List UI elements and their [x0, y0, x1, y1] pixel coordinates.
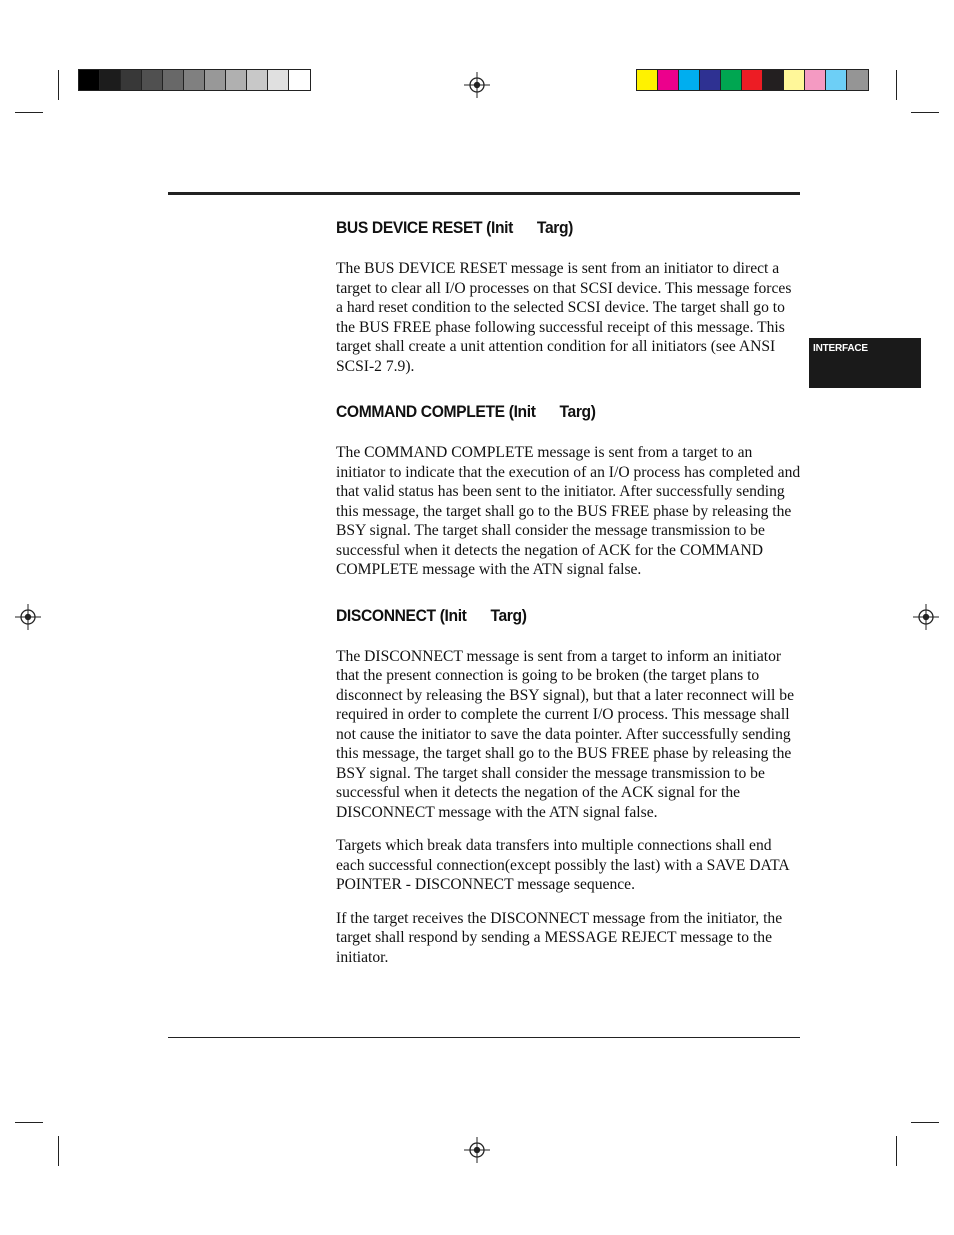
paragraph: The BUS DEVICE RESET message is sent from an initiator to direct a target to clear all I/O processes on that SCSI device. This message forces a hard reset condition to the selected SCSI device. The target shall go to the BUS FREE phase following successful receipt of this message. This target shall create a unit attention condition for all initiators (see ANSI SCSI-2 7.9). — [336, 260, 792, 375]
crop-mark — [15, 1122, 43, 1123]
page-content — [336, 218, 802, 993]
section-disconnect — [336, 606, 802, 968]
section-heading — [336, 606, 765, 626]
color-swatch — [742, 70, 763, 90]
paragraph: The DISCONNECT message is sent from a target to inform an initiator that the present connection is going to be broken (the target plans to disconnect by releasing the BSY signal), but that a later reconnect will be required in order to complete the current I/O process. This message shall not cause the initiator to save the data pointer. After successfully sending this message, the target shall go to the BUS FREE phase by releasing the BSY signal. The target shall consider the message transmission to be successful when it detects the negation of the ACK signal for the DISCONNECT message with the ATN signal false. — [336, 647, 794, 821]
color-swatch — [142, 70, 163, 90]
color-swatch — [637, 70, 658, 90]
registration-mark-icon — [15, 604, 41, 630]
crop-mark — [58, 1136, 59, 1166]
color-swatch — [805, 70, 826, 90]
color-swatch — [784, 70, 805, 90]
color-swatch — [247, 70, 268, 90]
gray-calibration-bar — [78, 69, 311, 91]
crop-mark — [911, 1122, 939, 1123]
chapter-tab — [809, 338, 921, 388]
heading-right: Targ) — [559, 402, 596, 421]
registration-mark-icon — [464, 1137, 490, 1163]
color-swatch — [121, 70, 142, 90]
color-swatch — [721, 70, 742, 90]
color-swatch — [658, 70, 679, 90]
color-swatch — [79, 70, 100, 90]
paragraph: The COMMAND COMPLETE message is sent from a target to an initiator to indicate that the execution of an I/O process has completed and that valid status has been sent to the initiator. After successfully sending this message, the target shall go to the BUS FREE phase by releasing the BSY signal. The target shall consider the message transmission to be successful when it detects the negation of ACK for the COMMAND COMPLETE message with the ATN signal false. — [336, 444, 801, 578]
bottom-rule — [168, 1037, 800, 1038]
section-heading — [336, 218, 765, 238]
color-swatch — [100, 70, 121, 90]
crop-mark — [15, 112, 43, 113]
heading-left: DISCONNECT (Init — [336, 605, 467, 625]
heading-left: BUS DEVICE RESET (Init — [336, 218, 513, 237]
crop-mark — [911, 112, 939, 113]
crop-mark — [896, 1136, 897, 1166]
section-bus-device-reset — [336, 218, 802, 376]
color-swatch — [226, 70, 247, 90]
color-calibration-bar — [636, 69, 869, 91]
color-swatch — [826, 70, 847, 90]
color-swatch — [763, 70, 784, 90]
heading-left: COMMAND COMPLETE (Init — [336, 402, 536, 421]
color-swatch — [163, 70, 184, 90]
paragraph: If the target receives the DISCONNECT message from the initiator, the target shall respond by sending a MESSAGE REJECT message to the initiator. — [336, 909, 783, 966]
section-heading — [336, 402, 765, 422]
registration-mark-icon — [464, 72, 490, 98]
paragraph: Targets which break data transfers into multiple connections shall end each successful connection(except possibly the last) with a SAVE DATA POINTER - DISCONNECT message sequence. — [336, 837, 789, 893]
color-swatch — [847, 70, 868, 90]
section-command-complete — [336, 402, 802, 580]
crop-mark — [58, 70, 59, 100]
heading-right: Targ) — [536, 218, 574, 237]
registration-mark-icon — [913, 604, 939, 630]
chapter-tab-label: INTERFACE — [813, 343, 868, 354]
heading-right: Targ) — [490, 605, 527, 625]
crop-mark — [896, 70, 897, 100]
top-rule — [168, 192, 800, 195]
color-swatch — [679, 70, 700, 90]
color-swatch — [184, 70, 205, 90]
color-swatch — [700, 70, 721, 90]
color-swatch — [289, 70, 310, 90]
color-swatch — [268, 70, 289, 90]
color-swatch — [205, 70, 226, 90]
